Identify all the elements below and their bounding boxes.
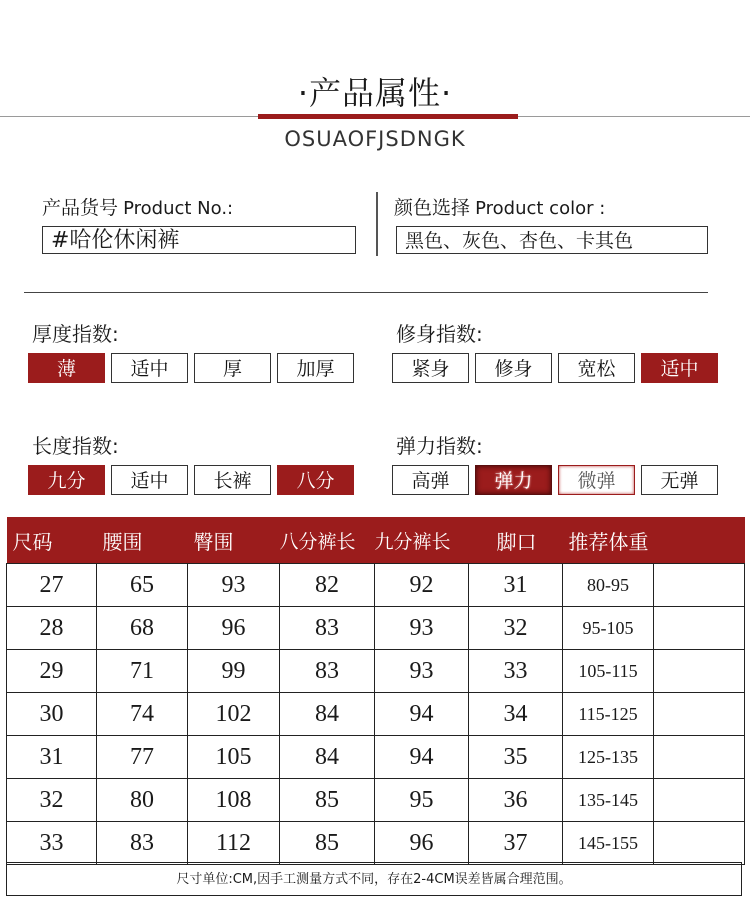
table-row	[7, 779, 745, 822]
thickness-option-thin: 薄	[28, 353, 105, 383]
thickness-options	[28, 353, 354, 383]
header-ankle-length: 九分裤长	[375, 517, 469, 564]
cell-hem: 36	[469, 779, 563, 822]
product-color-heading	[394, 193, 605, 220]
elasticity-option-slight: 微弹	[558, 465, 635, 495]
cell-size: 29	[7, 650, 97, 693]
fit-option-slim: 修身	[475, 353, 552, 383]
length-option-full: 长裤	[194, 465, 271, 495]
cell-ankle-length: 95	[375, 779, 469, 822]
section-divider	[24, 292, 708, 293]
cell-weight: 125-135	[563, 736, 654, 779]
cell-weight: 95-105	[563, 607, 654, 650]
length-option-medium: 适中	[111, 465, 188, 495]
header-cropped-length: 八分裤长	[280, 517, 375, 564]
fit-option-regular: 适中	[641, 353, 718, 383]
cell-weight: 135-145	[563, 779, 654, 822]
cell-hem: 35	[469, 736, 563, 779]
size-table	[6, 517, 745, 865]
product-color-label-en: Product color :	[475, 198, 606, 219]
cell-hip: 99	[188, 650, 280, 693]
cell-weight: 105-115	[563, 650, 654, 693]
table-row	[7, 736, 745, 779]
cell-size: 32	[7, 779, 97, 822]
cell-hem: 37	[469, 822, 563, 865]
cell-empty	[654, 693, 745, 736]
cell-hip: 108	[188, 779, 280, 822]
cell-ankle-length: 93	[375, 650, 469, 693]
elasticity-label: 弹力指数:	[396, 434, 483, 458]
elasticity-option-stretch: 弹力	[475, 465, 552, 495]
cell-hip: 105	[188, 736, 280, 779]
length-option-eight-tenths: 八分	[277, 465, 354, 495]
cell-hip: 93	[188, 564, 280, 607]
cell-waist: 65	[97, 564, 188, 607]
product-no-value: #哈伦休闲裤	[42, 226, 356, 254]
cell-waist: 68	[97, 607, 188, 650]
cell-hem: 32	[469, 607, 563, 650]
table-row	[7, 822, 745, 865]
cell-hip: 102	[188, 693, 280, 736]
product-no-label-cn: 产品货号	[42, 197, 119, 219]
size-table-header	[7, 517, 745, 564]
cell-cropped-length: 85	[280, 779, 375, 822]
cell-empty	[654, 822, 745, 865]
product-no-heading	[42, 193, 233, 220]
cell-waist: 77	[97, 736, 188, 779]
elasticity-option-high: 高弹	[392, 465, 469, 495]
table-row	[7, 607, 745, 650]
vertical-divider	[376, 192, 378, 256]
header-waist: 腰围	[97, 517, 188, 564]
table-row	[7, 693, 745, 736]
cell-weight: 80-95	[563, 564, 654, 607]
cell-weight: 145-155	[563, 822, 654, 865]
cell-ankle-length: 94	[375, 693, 469, 736]
fit-option-loose: 宽松	[558, 353, 635, 383]
cell-waist: 80	[97, 779, 188, 822]
table-row	[7, 650, 745, 693]
cell-hip: 112	[188, 822, 280, 865]
product-color-label-cn: 颜色选择	[394, 197, 471, 219]
fit-option-tight: 紧身	[392, 353, 469, 383]
cell-empty	[654, 607, 745, 650]
product-no-label-en: Product No.:	[123, 198, 234, 219]
cell-cropped-length: 83	[280, 607, 375, 650]
header-hem: 脚口	[469, 517, 563, 564]
cell-cropped-length: 84	[280, 736, 375, 779]
cell-size: 28	[7, 607, 97, 650]
cell-ankle-length: 92	[375, 564, 469, 607]
fit-label: 修身指数:	[396, 322, 483, 346]
cell-empty	[654, 779, 745, 822]
cell-waist: 74	[97, 693, 188, 736]
cell-size: 33	[7, 822, 97, 865]
cell-ankle-length: 93	[375, 607, 469, 650]
thickness-option-extra-thick: 加厚	[277, 353, 354, 383]
cell-hem: 31	[469, 564, 563, 607]
page-title: ·产品属性·	[297, 74, 453, 112]
product-color-value: 黑色、灰色、杏色、卡其色	[396, 226, 708, 254]
length-options	[28, 465, 354, 495]
table-row	[7, 564, 745, 607]
cell-size: 27	[7, 564, 97, 607]
cell-cropped-length: 82	[280, 564, 375, 607]
page-subtitle: OSUAOFJSDNGK	[284, 127, 466, 151]
cell-waist: 71	[97, 650, 188, 693]
cell-cropped-length: 84	[280, 693, 375, 736]
cell-weight: 115-125	[563, 693, 654, 736]
thickness-option-thick: 厚	[194, 353, 271, 383]
cell-ankle-length: 94	[375, 736, 469, 779]
cell-hem: 33	[469, 650, 563, 693]
cell-cropped-length: 83	[280, 650, 375, 693]
cell-hip: 96	[188, 607, 280, 650]
length-label: 长度指数:	[32, 434, 119, 458]
cell-empty	[654, 736, 745, 779]
cell-empty	[654, 650, 745, 693]
cell-waist: 83	[97, 822, 188, 865]
header-recommended-weight: 推荐体重	[563, 517, 745, 564]
header-size: 尺码	[7, 517, 97, 564]
elasticity-option-none: 无弹	[641, 465, 718, 495]
cell-hem: 34	[469, 693, 563, 736]
cell-cropped-length: 85	[280, 822, 375, 865]
elasticity-options	[392, 465, 718, 495]
length-option-nine-tenths: 九分	[28, 465, 105, 495]
measurement-note: 尺寸单位:CM,因手工测量方式不同，存在2-4CM误差皆属合理范围。	[6, 862, 742, 896]
thickness-option-medium: 适中	[111, 353, 188, 383]
fit-options	[392, 353, 718, 383]
cell-ankle-length: 96	[375, 822, 469, 865]
cell-size: 30	[7, 693, 97, 736]
header-hip: 臀围	[188, 517, 280, 564]
thickness-label: 厚度指数:	[32, 322, 119, 346]
header-accent-bar	[258, 114, 518, 119]
cell-empty	[654, 564, 745, 607]
cell-size: 31	[7, 736, 97, 779]
